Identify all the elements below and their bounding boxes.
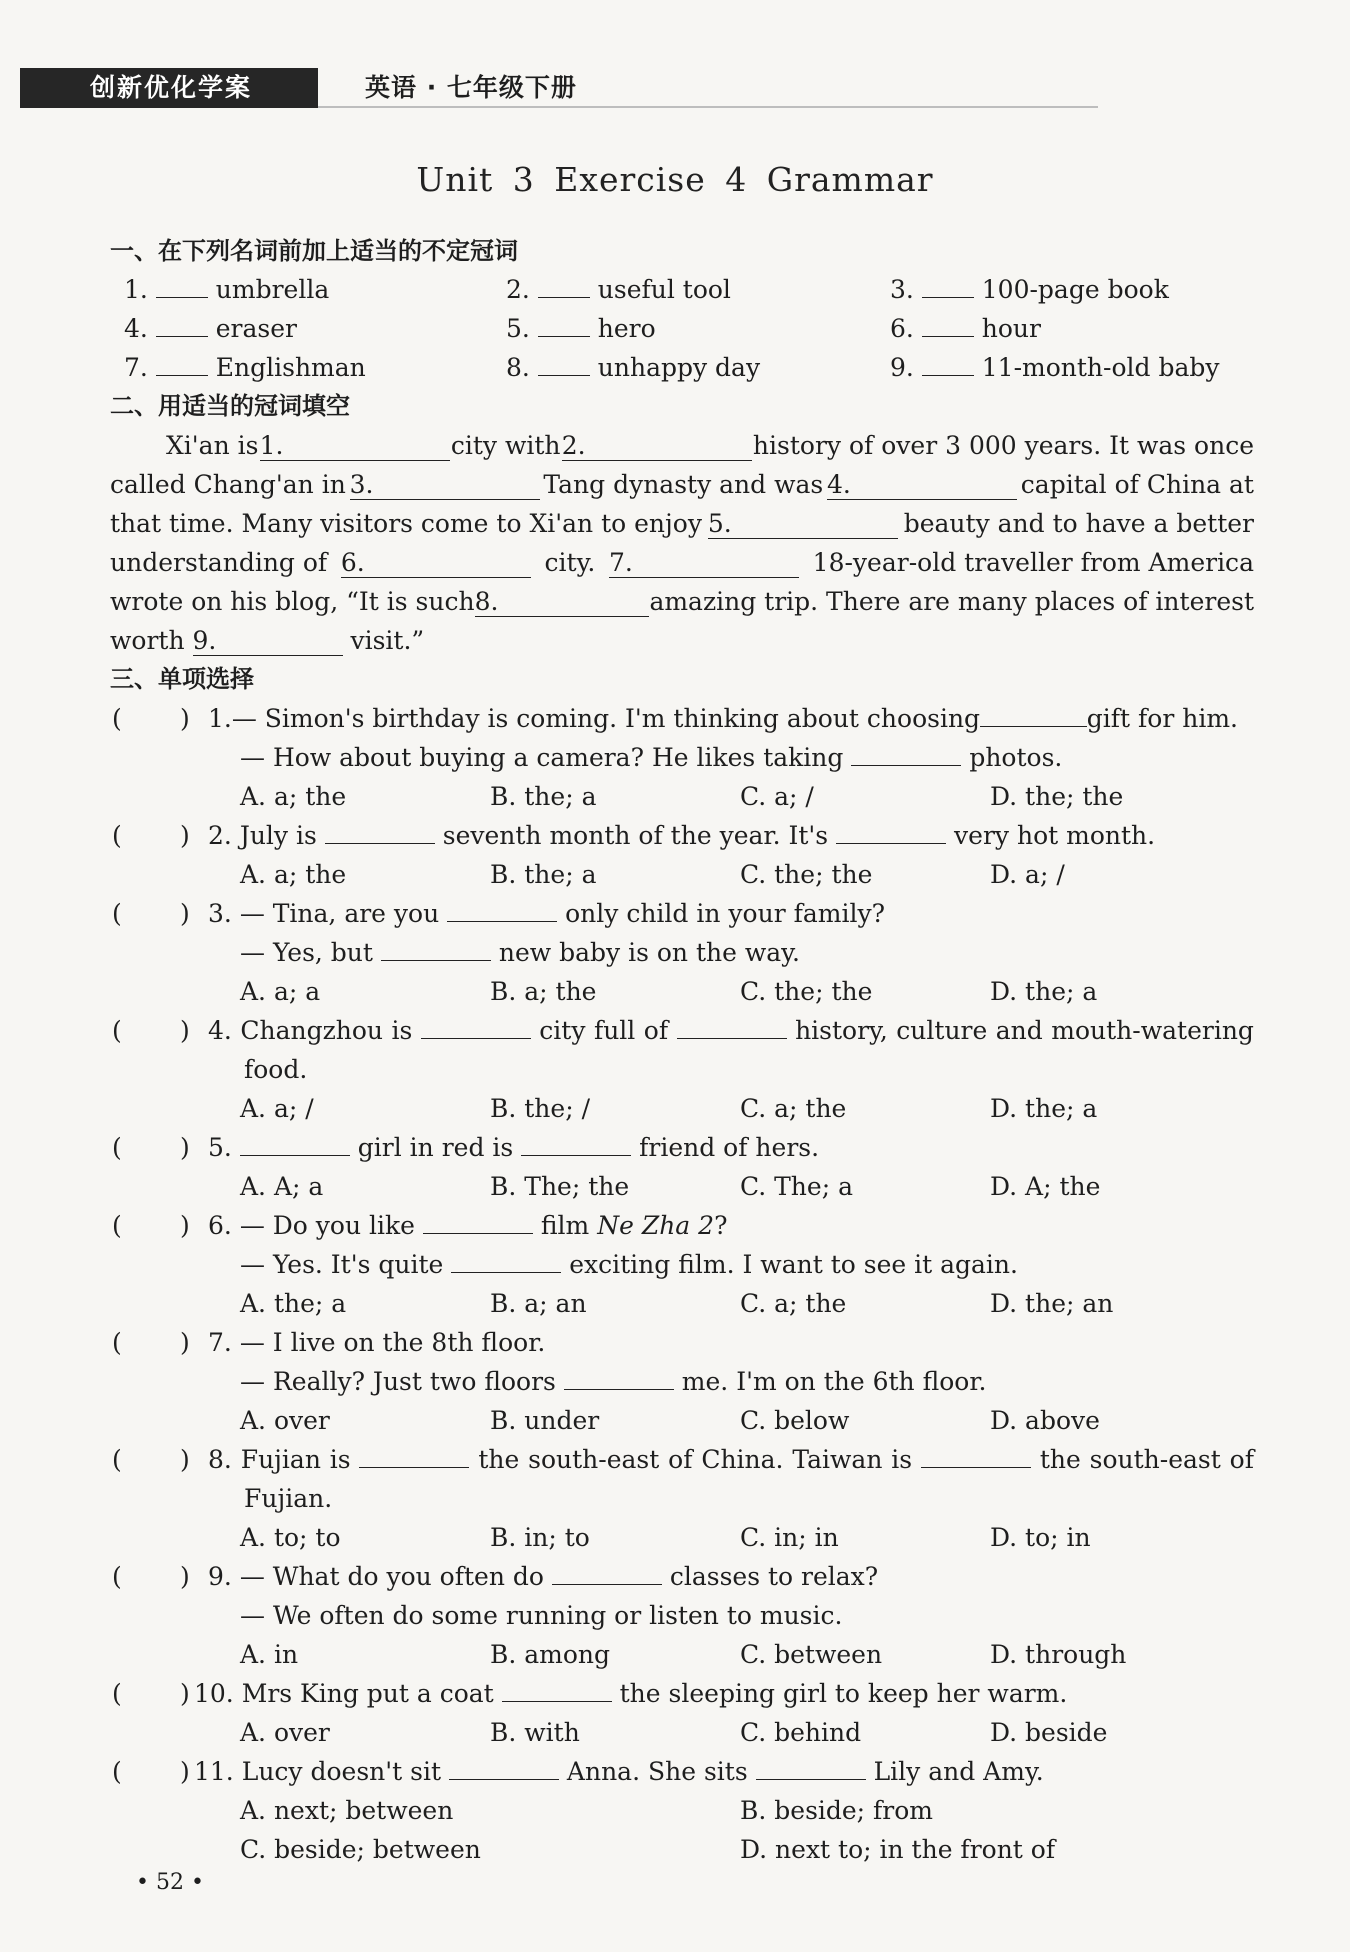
option-b[interactable]: B. a; an [490, 1289, 587, 1318]
answer-paren: ) [180, 1445, 190, 1474]
option-b[interactable]: B. a; the [490, 977, 597, 1006]
question-blank[interactable] [451, 1248, 561, 1273]
answer-paren[interactable]: ( [112, 1562, 122, 1591]
passage-blank[interactable]: 9. [193, 627, 343, 656]
option-c[interactable]: C. the; the [740, 860, 873, 889]
subject-label: 英语 · 七年级下册 [365, 73, 577, 102]
option-c[interactable]: C. behind [740, 1718, 862, 1747]
option-b[interactable]: B. the; a [490, 860, 597, 889]
option-c[interactable]: C. the; the [740, 977, 873, 1006]
option-b[interactable]: B. the; / [490, 1094, 590, 1123]
option-d[interactable]: D. next to; in the front of [740, 1835, 1056, 1864]
passage-blank[interactable]: 2. [562, 432, 752, 461]
option-b[interactable]: B. the; a [490, 782, 597, 811]
option-c[interactable]: C. a; / [740, 782, 814, 811]
answer-paren[interactable]: ( [112, 1757, 122, 1786]
s1-item: 5. hero [506, 314, 656, 343]
passage-blank[interactable]: 5. [708, 510, 898, 539]
option-d[interactable]: D. the; an [990, 1289, 1114, 1318]
question-4-line2: food. [244, 1055, 308, 1084]
question-9: 9. — What do you often do classes to relax? [208, 1562, 879, 1591]
question-blank[interactable] [240, 1131, 350, 1156]
question-blank[interactable] [921, 1443, 1031, 1468]
passage-blank[interactable]: 6. [341, 549, 531, 578]
option-c[interactable]: C. a; the [740, 1289, 847, 1318]
answer-paren: ) [180, 899, 190, 928]
question-blank[interactable] [325, 819, 435, 844]
option-b[interactable]: B. beside; from [740, 1796, 934, 1825]
section1-heading: 一、在下列名词前加上适当的不定冠词 [110, 237, 518, 265]
question-8: 8. Fujian is the south-east of China. Taiwan is the south-east of [208, 1445, 1254, 1474]
question-7-line2: — Really? Just two floors me. I'm on the 6th floor. [240, 1367, 987, 1396]
answer-paren[interactable]: ( [112, 899, 122, 928]
question-blank[interactable] [836, 819, 946, 844]
question-9-line2: — We often do some running or listen to music. [240, 1601, 843, 1630]
option-c[interactable]: C. The; a [740, 1172, 853, 1201]
answer-paren: ) [180, 1016, 190, 1045]
s1-item: 1. umbrella [124, 275, 330, 304]
s1-item: 9. 11-month-old baby [890, 353, 1220, 382]
option-d[interactable]: D. beside [990, 1718, 1108, 1747]
question-blank[interactable] [851, 741, 961, 766]
passage-line: understanding of 6. city. 7. 18-year-old traveller from America [110, 548, 1254, 577]
page-number: • 52 • [136, 1870, 204, 1895]
s1-item: 6. hour [890, 314, 1041, 343]
passage-line: worth 9. visit.” [110, 626, 425, 655]
question-11: 11. Lucy doesn't sit Anna. She sits Lily and Amy. [194, 1757, 1044, 1786]
s1-item: 7. Englishman [124, 353, 366, 382]
option-a[interactable]: A. a; a [240, 977, 321, 1006]
answer-paren: ) [180, 1562, 190, 1591]
question-blank[interactable] [449, 1755, 559, 1780]
question-1-line2: — How about buying a camera? He likes taking photos. [240, 743, 1063, 772]
question-blank[interactable] [564, 1365, 674, 1390]
question-blank[interactable] [423, 1209, 533, 1234]
option-b[interactable]: B. in; to [490, 1523, 590, 1552]
option-a[interactable]: A. in [240, 1640, 299, 1669]
answer-paren[interactable]: ( [112, 1445, 122, 1474]
question-blank[interactable] [359, 1443, 469, 1468]
header-rule [318, 106, 1098, 108]
option-a[interactable]: A. the; a [240, 1289, 347, 1318]
question-7: 7. — I live on the 8th floor. [208, 1328, 546, 1357]
option-b[interactable]: B. among [490, 1640, 611, 1669]
answer-paren[interactable]: ( [112, 1016, 122, 1045]
question-blank[interactable] [421, 1014, 531, 1039]
option-d[interactable]: D. through [990, 1640, 1127, 1669]
answer-paren[interactable]: ( [112, 1328, 122, 1357]
question-blank[interactable] [521, 1131, 631, 1156]
option-a[interactable]: A. to; to [240, 1523, 341, 1552]
answer-paren: ) [180, 1679, 190, 1708]
question-8-line2: Fujian. [244, 1484, 333, 1513]
question-blank[interactable] [502, 1677, 612, 1702]
answer-paren[interactable]: ( [112, 1679, 122, 1708]
option-d[interactable]: D. the; a [990, 977, 1098, 1006]
answer-paren: ) [180, 1133, 190, 1162]
passage-blank[interactable]: 4. [827, 471, 1017, 500]
passage-line: called Chang'an in 3. Tang dynasty and was 4. capital of China at [110, 470, 1254, 499]
passage-line: that time. Many visitors come to Xi'an to enjoy 5. beauty and to have a better [110, 509, 1254, 538]
question-blank[interactable] [677, 1014, 787, 1039]
option-a[interactable]: A. over [240, 1718, 330, 1747]
question-4: 4. Changzhou is city full of history, culture and mouth-watering [208, 1016, 1254, 1045]
question-blank[interactable] [447, 897, 557, 922]
question-blank[interactable] [552, 1560, 662, 1585]
passage-blank[interactable]: 1. [260, 432, 450, 461]
answer-paren: ) [180, 1757, 190, 1786]
answer-paren: ) [180, 821, 190, 850]
answer-paren[interactable]: ( [112, 821, 122, 850]
option-d[interactable]: D. a; / [990, 860, 1065, 889]
option-a[interactable]: A. A; a [240, 1172, 324, 1201]
page-title: Unit 3 Exercise 4 Grammar [416, 160, 934, 199]
answer-paren[interactable]: ( [112, 704, 122, 733]
option-a[interactable]: A. a; the [240, 782, 347, 811]
option-a[interactable]: A. over [240, 1406, 330, 1435]
question-5: 5. girl in red is friend of hers. [208, 1133, 820, 1162]
option-b[interactable]: B. with [490, 1718, 580, 1747]
passage-blank[interactable]: 3. [350, 471, 540, 500]
option-c[interactable]: C. a; the [740, 1094, 847, 1123]
option-c[interactable]: C. beside; between [240, 1835, 481, 1864]
option-d[interactable]: D. to; in [990, 1523, 1091, 1552]
question-6-line2: — Yes. It's quite exciting film. I want to see it again. [240, 1250, 1018, 1279]
s1-item: 8. unhappy day [506, 353, 761, 382]
s1-item: 2. useful tool [506, 275, 731, 304]
option-d[interactable]: D. the; the [990, 782, 1124, 811]
question-3-line2: — Yes, but new baby is on the way. [240, 938, 800, 967]
passage-blank[interactable]: 8. [475, 588, 650, 617]
answer-paren[interactable]: ( [112, 1133, 122, 1162]
brand-logo: 创新优化学案 [20, 68, 318, 108]
option-d[interactable]: D. A; the [990, 1172, 1101, 1201]
option-a[interactable]: A. a; / [240, 1094, 314, 1123]
answer-paren: ) [180, 1211, 190, 1240]
option-c[interactable]: C. between [740, 1640, 883, 1669]
section3-heading: 三、单项选择 [110, 665, 254, 693]
question-1: 1. — Simon's birthday is coming. I'm thinking about choosing gift for him. [208, 704, 1238, 733]
option-d[interactable]: D. above [990, 1406, 1100, 1435]
passage-line: Xi'an is 1. city with 2. history of over 3 000 years. It was once [166, 431, 1254, 460]
answer-paren: ) [180, 704, 190, 733]
s1-item: 4. eraser [124, 314, 297, 343]
question-blank[interactable] [381, 936, 491, 961]
option-a[interactable]: A. next; between [240, 1796, 454, 1825]
question-blank[interactable] [980, 702, 1087, 727]
s1-item: 3. 100-page book [890, 275, 1169, 304]
question-3: 3. — Tina, are you only child in your family? [208, 899, 885, 928]
answer-paren[interactable]: ( [112, 1211, 122, 1240]
question-10: 10. Mrs King put a coat the sleeping girl to keep her warm. [194, 1679, 1068, 1708]
option-c[interactable]: C. in; in [740, 1523, 839, 1552]
option-c[interactable]: C. below [740, 1406, 850, 1435]
question-blank[interactable] [756, 1755, 866, 1780]
question-6: 6. — Do you like film Ne Zha 2? [208, 1211, 728, 1240]
option-a[interactable]: A. a; the [240, 860, 347, 889]
option-d[interactable]: D. the; a [990, 1094, 1098, 1123]
answer-paren: ) [180, 1328, 190, 1357]
section2-heading: 二、用适当的冠词填空 [110, 392, 350, 420]
passage-blank[interactable]: 7. [609, 549, 799, 578]
passage-line: wrote on his blog, “It is such 8. amazing trip. There are many places of interest [110, 587, 1254, 616]
option-b[interactable]: B. The; the [490, 1172, 630, 1201]
question-2: 2. July is seventh month of the year. It's very hot month. [208, 821, 1156, 850]
option-b[interactable]: B. under [490, 1406, 600, 1435]
page-header [20, 64, 1080, 108]
